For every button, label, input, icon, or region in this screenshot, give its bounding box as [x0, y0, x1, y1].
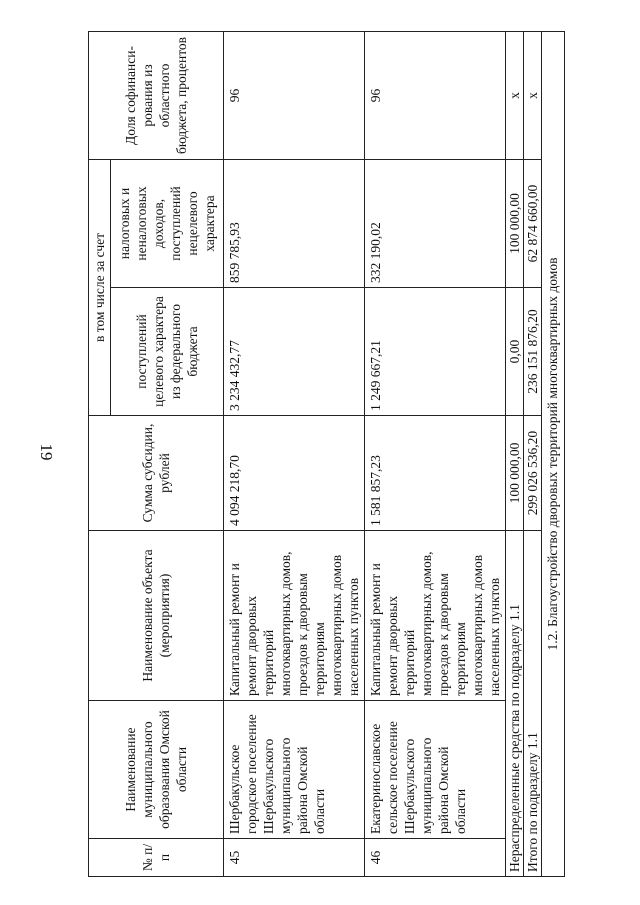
section-row [542, 31, 565, 876]
total-row [524, 31, 542, 876]
total-regional: 62 874 660,00 [524, 159, 542, 287]
header-share: Доля софинанси-рования из областного бюджета, процентов [89, 31, 224, 159]
rotated-table-container [88, 32, 558, 877]
row-regional: 332 190,02 [365, 159, 506, 287]
table-row [224, 31, 365, 876]
header-municipality: Наименование муниципального образования Омской области [89, 701, 224, 839]
row-municipality: Шербакульское городское поселение Шербакульского муниципального района Омской области [224, 701, 365, 839]
total-federal: 236 151 876,20 [524, 288, 542, 416]
row-num: 46 [365, 839, 506, 877]
header-subsidy: Сумма субсидии, рублей [89, 416, 224, 531]
table-row [365, 31, 506, 876]
row-regional: 859 785,93 [224, 159, 365, 287]
section-title: 1.2. Благоустройство дворовых территорий многоквартирных домов [542, 31, 565, 876]
page-number: 19 [37, 443, 56, 461]
row-federal: 3 234 432,77 [224, 288, 365, 416]
header-including: в том числе за счет [89, 159, 111, 415]
row-subsidy: 1 581 857,23 [365, 416, 506, 531]
total-subsidy: 299 026 536,20 [524, 416, 542, 531]
row-object: Капитальный ремонт и ремонт дворовых территорий многоквартирных домов, проездов к дворовым территориям многоквартирных домов населенных пунктов [365, 531, 506, 701]
unallocated-subsidy: 100 000,00 [506, 416, 524, 531]
row-municipality: Екатеринославское сельское поселение Шербакульского муниципального района Омской области [365, 701, 506, 839]
subsidy-table [88, 31, 565, 877]
total-share: x [524, 31, 542, 159]
unallocated-share: x [506, 31, 524, 159]
unallocated-label: Нераспределенные средства по подразделу 1.1 [506, 531, 524, 877]
unallocated-regional: 100 000,00 [506, 159, 524, 287]
header-object: Наименование объекта (мероприятия) [89, 531, 224, 701]
header-num: № п/п [89, 839, 224, 877]
total-label: Итого по подразделу 1.1 [524, 531, 542, 877]
row-share: 96 [365, 31, 506, 159]
table-header-row [89, 31, 111, 876]
rotated-page-area [88, 32, 558, 877]
unallocated-federal: 0,00 [506, 288, 524, 416]
header-regional: налоговых и неналоговых доходов, поступлений нецелевого характера [111, 159, 224, 287]
row-object: Капитальный ремонт и ремонт дворовых территорий многоквартирных домов, проездов к дворовым территориям многоквартирных домов населенных пунктов [224, 531, 365, 701]
row-num: 45 [224, 839, 365, 877]
header-federal: поступлений целевого характера из федерального бюджета [111, 288, 224, 416]
row-subsidy: 4 094 218,70 [224, 416, 365, 531]
row-share: 96 [224, 31, 365, 159]
unallocated-row [506, 31, 524, 876]
row-federal: 1 249 667,21 [365, 288, 506, 416]
